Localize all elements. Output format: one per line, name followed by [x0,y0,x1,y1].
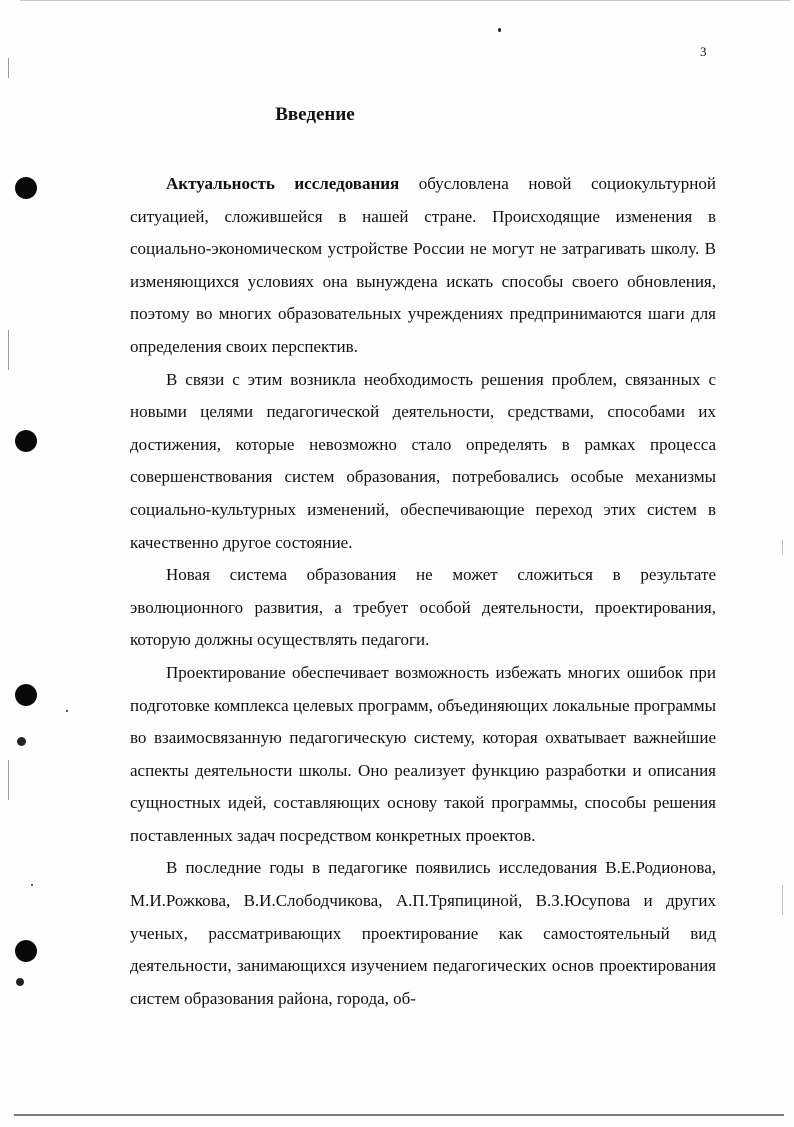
scan-edge-left [8,58,9,78]
paragraph [130,168,716,364]
scan-speck [16,978,24,986]
scan-edge-top [20,0,790,1]
paragraph: Проектирование обеспечивает возможность избежать многих ошибок при подготовке комплекса целевых программ, объединяющих локальные программы во взаимосвязанную педагогическую систему, которая охватывает важнейшие аспекты деятельности школы. Оно реализует функцию разработки и описания сущностных идей, составляющих основу такой программы, способы решения поставленных задач посредством конкретных проектов. [130,662,716,845]
scan-speck [498,28,501,32]
scan-speck [66,710,68,712]
paragraph: В последние годы в педагогике появились исследования В.Е.Родионова, М.И.Рожкова, В.И.Слободчикова, А.П.Тряпициной, В.З.Юсупова и других ученых, рассматривающих проектирование как самостоятельный вид деятельности, занимающихся изучением педагогических основ проектирования систем образования района, города, об- [130,858,716,1008]
scan-speck [17,737,26,746]
scan-edge-bottom [14,1114,784,1116]
punch-hole [15,177,37,199]
paragraph-lead: Актуальность исследования [166,174,400,193]
scan-edge-right [782,540,783,554]
body-text [130,168,716,1015]
scan-edge-left [8,330,9,370]
paragraph-text: обусловлена новой социокультурной ситуацией, сложившейся в нашей стране. Происходящие изменения в социально-экономическом устройстве России не могут не затрагивать школу. В изменяющихся условиях она вынуждена искать способы своего обновления, поэтому во многих образовательных учреждениях предпринимаются шаги для определения своих перспектив. [130,174,716,356]
punch-hole [15,430,37,452]
scan-speck [31,884,33,886]
paragraph: Новая система образования не может сложиться в результате эволюционного развития, а требует особой деятельности, проектирования, которую должны осуществлять педагоги. [130,565,716,650]
paragraph: В связи с этим возникла необходимость решения проблем, связанных с новыми целями педагогической деятельности, средствами, способами их достижения, которые невозможно стало определять в рамках процесса совершенствования систем образования, потребовались особые механизмы социально-культурных изменений, обеспечивающие переход этих систем в качественно другое состояние. [130,369,716,552]
page-number: 3 [700,44,707,59]
punch-hole [15,684,37,706]
punch-hole [15,940,37,962]
scan-edge-left [8,760,9,800]
section-heading: Введение [275,104,355,125]
scan-edge-right [782,885,783,915]
